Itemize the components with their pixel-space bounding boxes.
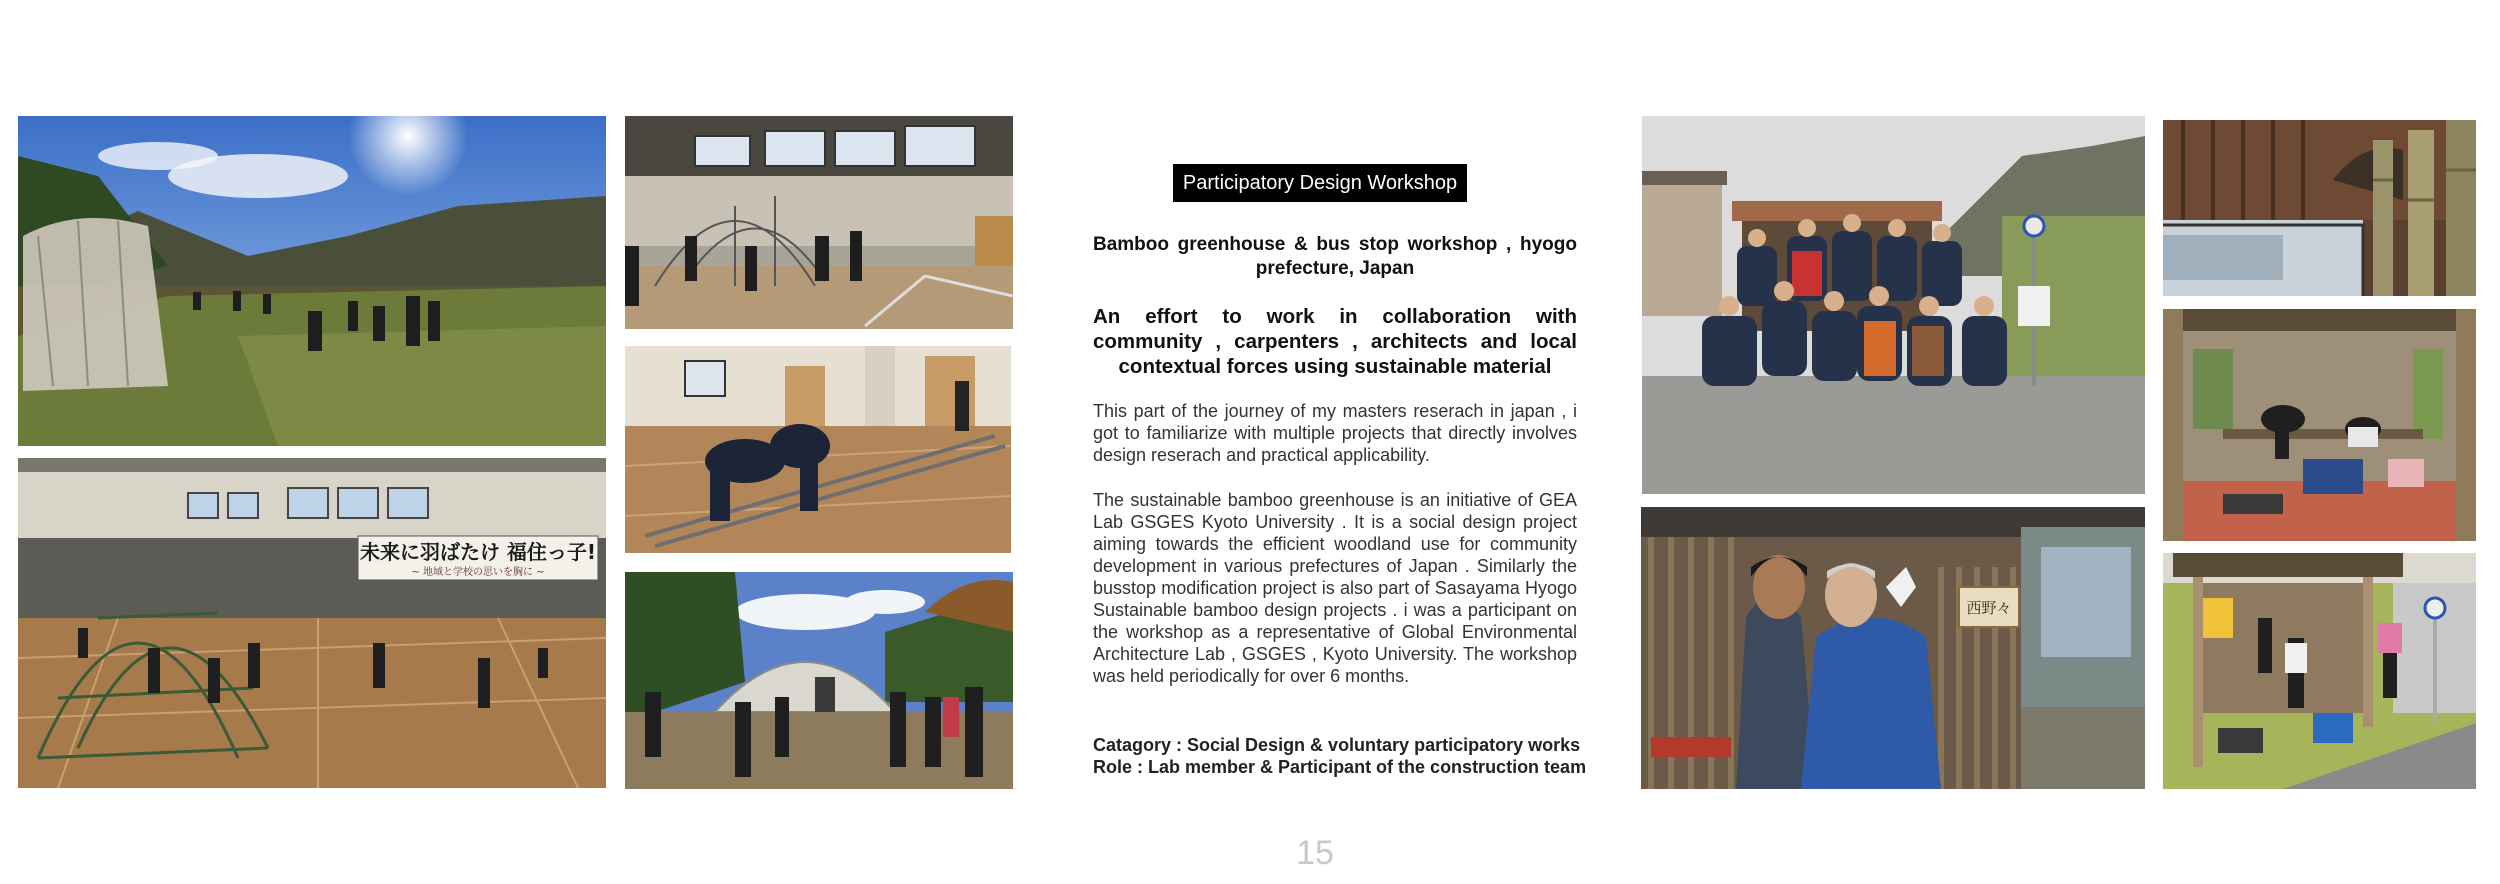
photo-bus-stop-finished [2163, 553, 2476, 789]
photo-bus-stop-interior [2163, 309, 2476, 541]
workshop-title: Participatory Design Workshop [1173, 164, 1467, 202]
photo-workers-floor [625, 346, 1011, 553]
page-number: 15 [1296, 834, 1334, 872]
photo-indoor-workshop [625, 116, 1013, 329]
nameplate-text: 西野々 [1966, 599, 2012, 617]
intro-paragraph: This part of the journey of my masters reserach in japan , i got to familiarize with multiple projects that directly involves design reserach and practical applicability. [1093, 401, 1577, 465]
role-line: Role : Lab member & Participant of the construction team [1093, 757, 1587, 777]
workshop-tagline: An effort to work in collaboration with community , carpenters , architects and local contextual forces using sustainable material [1093, 305, 1577, 378]
banner-text: 未来に羽ばたけ 福住っ子! [359, 540, 597, 564]
banner-subtext: ~ 地域と学校の思いを胸に ~ [411, 567, 545, 578]
photo-greenhouse-outdoor [625, 572, 1013, 789]
description-paragraph: The sustainable bamboo greenhouse is an initiative of GEA Lab GSGES Kyoto University . It is a social design project aiming towards the efficient woodland use for community development in various prefectures of Japan . Similarly the busstop modification project is also part of Sasayama Hyogo Sustainable bamboo design projects . i was a participant on the workshop as a representative of Global Environmental Architecture Lab , GSGES , Kyoto University. The workshop was held periodically for over 6 months. [1093, 490, 1577, 686]
photo-two-men-nameplate [1641, 507, 2145, 789]
photo-roof-detail [2163, 120, 2476, 296]
category-line: Catagory : Social Design & voluntary participatory works [1093, 735, 1581, 755]
workshop-subtitle: Bamboo greenhouse & bus stop workshop , hyogo prefecture, Japan [1093, 234, 1577, 279]
photo-field-landscape [18, 116, 606, 446]
photo-group-bus-stop [1642, 116, 2145, 494]
photo-gym-construction [18, 458, 606, 788]
